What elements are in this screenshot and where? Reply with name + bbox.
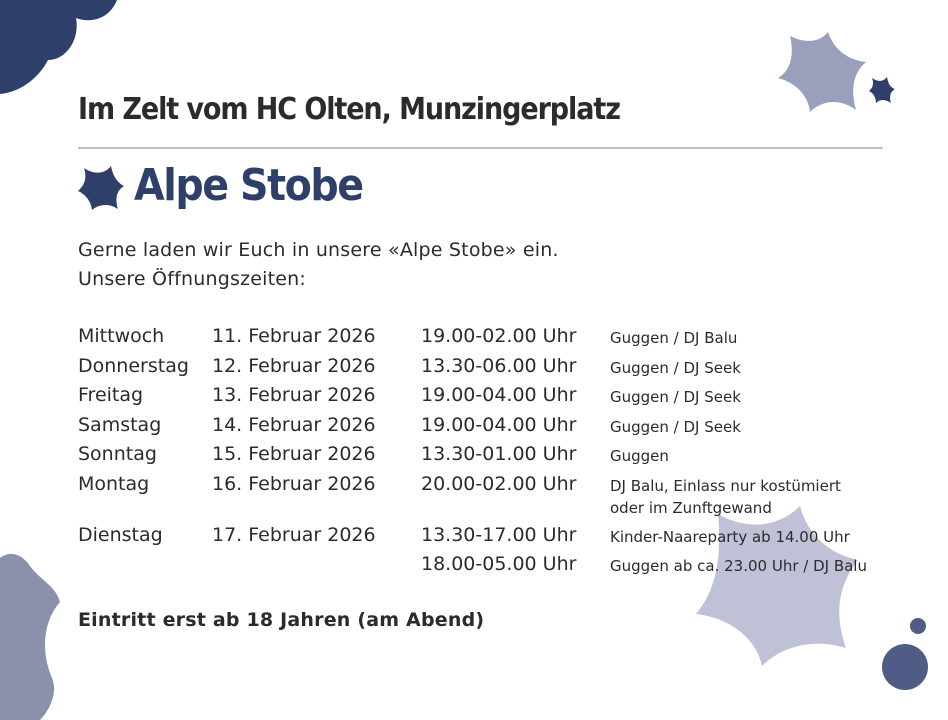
schedule-row (78, 470, 908, 521)
star-icon (78, 166, 124, 210)
schedule-note-line: DJ Balu, Einlass nur kostümiert (610, 476, 841, 495)
opening-hours-table (78, 322, 908, 580)
schedule-day: Dienstag (78, 523, 163, 546)
schedule-note: Guggen (610, 447, 669, 465)
schedule-date: 14. Februar 2026 (212, 413, 376, 436)
schedule-note: Guggen / DJ Seek (610, 358, 741, 377)
schedule-row (78, 381, 908, 411)
blob-bottom-left (0, 550, 62, 720)
schedule-day: Mittwoch (78, 325, 165, 347)
schedule-date: 11. Februar 2026 (212, 325, 376, 347)
schedule-time: 19.00-02.00 Uhr (421, 325, 577, 347)
schedule-note: Guggen / DJ Seek (610, 417, 741, 436)
age-restriction-note: Eintritt erst ab 18 Jahren (am Abend) (78, 609, 485, 631)
intro-text (78, 236, 559, 294)
schedule-time: 13.30-06.00 Uhr (421, 354, 577, 377)
intro-line: Gerne laden wir Euch in unsere «Alpe Stobe» ein. (78, 239, 559, 261)
schedule-note: Kinder-Naareparty ab 14.00 Uhr (610, 527, 850, 546)
schedule-day: Montag (78, 472, 150, 495)
schedule-row (78, 440, 908, 470)
schedule-date: 13. Februar 2026 (212, 384, 376, 406)
schedule-day: Donnerstag (78, 354, 189, 377)
schedule-time: 13.30-01.00 Uhr (421, 443, 577, 465)
intro-line: Unsere Öffnungszeiten: (78, 268, 307, 290)
schedule-note (610, 475, 841, 519)
star-shape-top-right (776, 30, 868, 114)
schedule-row (78, 411, 908, 441)
dot-large-bottom-right (880, 642, 930, 692)
schedule-day: Freitag (78, 384, 144, 406)
corner-blob-top-left (0, 0, 120, 100)
schedule-date: 16. Februar 2026 (212, 472, 376, 495)
schedule-time: 19.00-04.00 Uhr (421, 384, 577, 406)
schedule-row (78, 521, 908, 551)
schedule-time: 19.00-04.00 Uhr (421, 413, 577, 436)
schedule-day: Sonntag (78, 443, 157, 465)
schedule-row (78, 550, 908, 580)
schedule-note-line: oder im Zunftgewand (610, 498, 772, 517)
schedule-note: Guggen / DJ Balu (610, 329, 738, 347)
schedule-note: Guggen ab ca. 23.00 Uhr / DJ Balu (610, 557, 867, 575)
header-divider (78, 147, 883, 149)
schedule-time: 20.00-02.00 Uhr (421, 472, 577, 495)
schedule-row (78, 322, 908, 352)
dot-small-bottom-right (909, 617, 927, 635)
schedule-row (78, 352, 908, 382)
schedule-date: 15. Februar 2026 (212, 443, 376, 465)
schedule-day: Samstag (78, 413, 162, 436)
schedule-time: 13.30-17.00 Uhr (421, 523, 577, 546)
schedule-time: 18.00-05.00 Uhr (421, 553, 577, 575)
venue-name: Alpe Stobe (134, 160, 363, 211)
schedule-date: 17. Februar 2026 (212, 523, 376, 546)
schedule-note: Guggen / DJ Seek (610, 388, 741, 406)
small-star-top-right (868, 76, 896, 104)
page-title: Im Zelt vom HC Olten, Munzingerplatz (78, 92, 620, 127)
schedule-date: 12. Februar 2026 (212, 354, 376, 377)
